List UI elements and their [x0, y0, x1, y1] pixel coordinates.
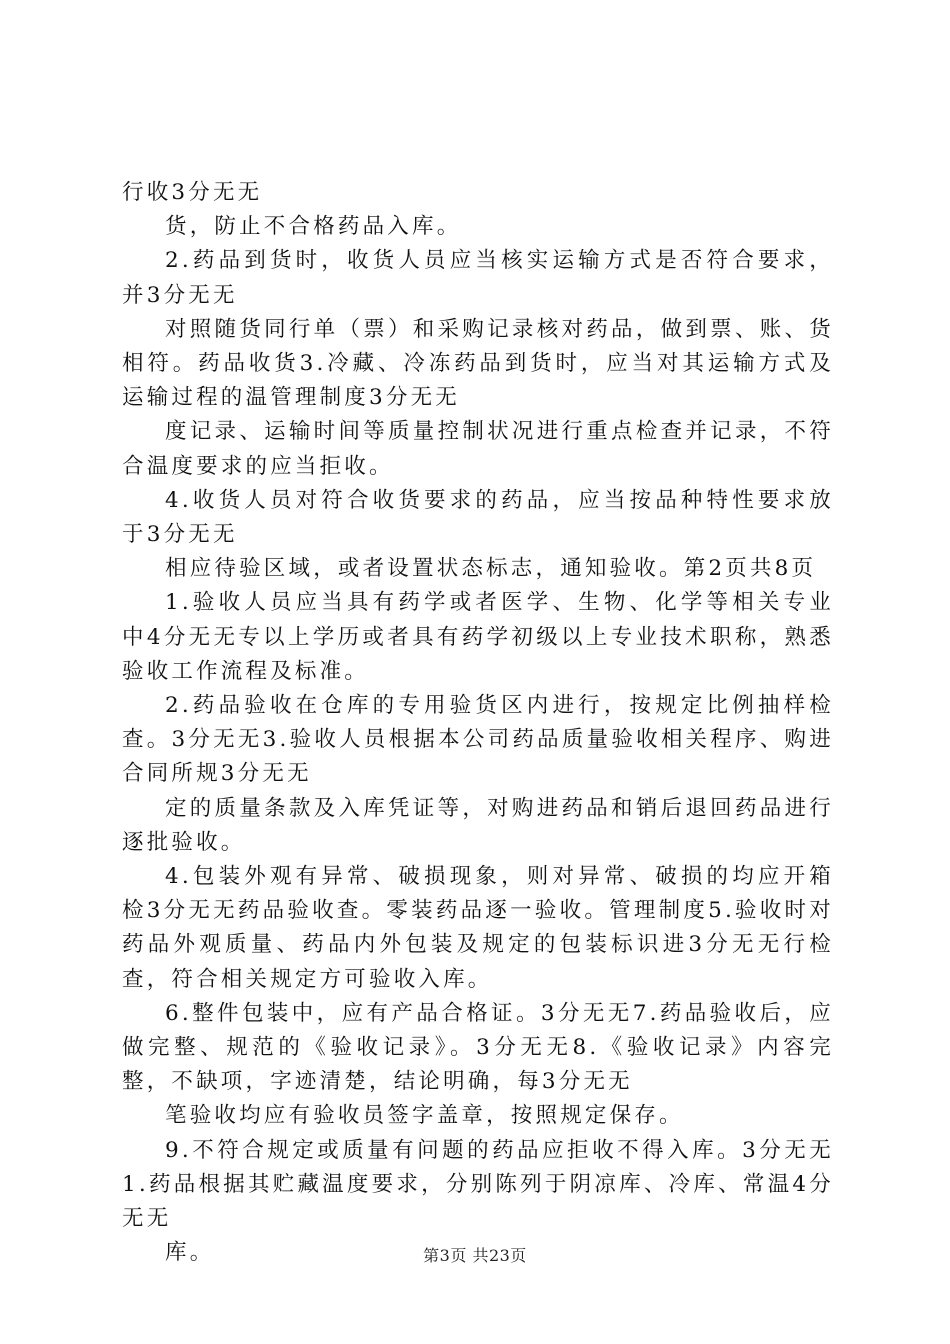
paragraph-15: 库。	[165, 1240, 215, 1266]
paragraph-4: 对照随货同行单（票）和采购记录核对药品，做到票、账、货相符。药品收货3.冷藏、冷冻药品到货时，应当对其运输方式及运输过程的温管理制度3分无无	[122, 316, 834, 411]
paragraph-8: 1.验收人员应当具有药学或者医学、生物、化学等相关专业中4分无无专以上学历或者具有药学初级以上专业技术职称，熟悉验收工作流程及标准。	[122, 590, 834, 684]
paragraph-3: 2.药品到货时，收货人员应当核实运输方式是否符合要求，并3分无无	[122, 248, 834, 308]
paragraph-10: 定的质量条款及入库凭证等，对购进药品和销后退回药品进行逐批验收。	[122, 795, 834, 855]
page-footer: 第3页 共23页	[423, 1246, 527, 1265]
paragraph-6: 4.收货人员对符合收货要求的药品，应当按品种特性要求放于3分无无	[122, 487, 834, 548]
paragraph-9: 2.药品验收在仓库的专用验货区内进行，按规定比例抽样检查。3分无无3.验收人员根据本公司药品质量验收相关程序、购进合同所规3分无无	[122, 693, 834, 787]
paragraph-12: 6.整件包装中，应有产品合格证。3分无无7.药品验收后，应做完整、规范的《验收记录》。3分无无8.《验收记录》内容完整，不缺项，字迹清楚，结论明确，每3分无无	[122, 1000, 834, 1095]
document-body	[122, 176, 834, 1271]
paragraph-11: 4.包装外观有异常、破损现象，则对异常、破损的均应开箱检3分无无药品验收查。零装药品逐一验收。管理制度5.验收时对药品外观质量、药品内外包装及规定的包装标识进3分无无行检查，符合相关规定方可验收入库。	[122, 864, 834, 992]
paragraph-5: 度记录、运输时间等质量控制状况进行重点检查并记录，不符合温度要求的应当拒收。	[122, 419, 834, 479]
paragraph-14: 9.不符合规定或质量有问题的药品应拒收不得入库。3分无无1.药品根据其贮藏温度要求，分别陈列于阴凉库、冷库、常温4分无无	[122, 1137, 834, 1232]
paragraph-1: 行收3分无无	[122, 180, 263, 205]
paragraph-13: 笔验收均应有验收员签字盖章，按照规定保存。	[165, 1103, 684, 1129]
paragraph-2: 货，防止不合格药品入库。	[165, 214, 462, 240]
paragraph-7: 相应待验区域，或者设置状态标志，通知验收。第2页共8页	[165, 556, 817, 582]
